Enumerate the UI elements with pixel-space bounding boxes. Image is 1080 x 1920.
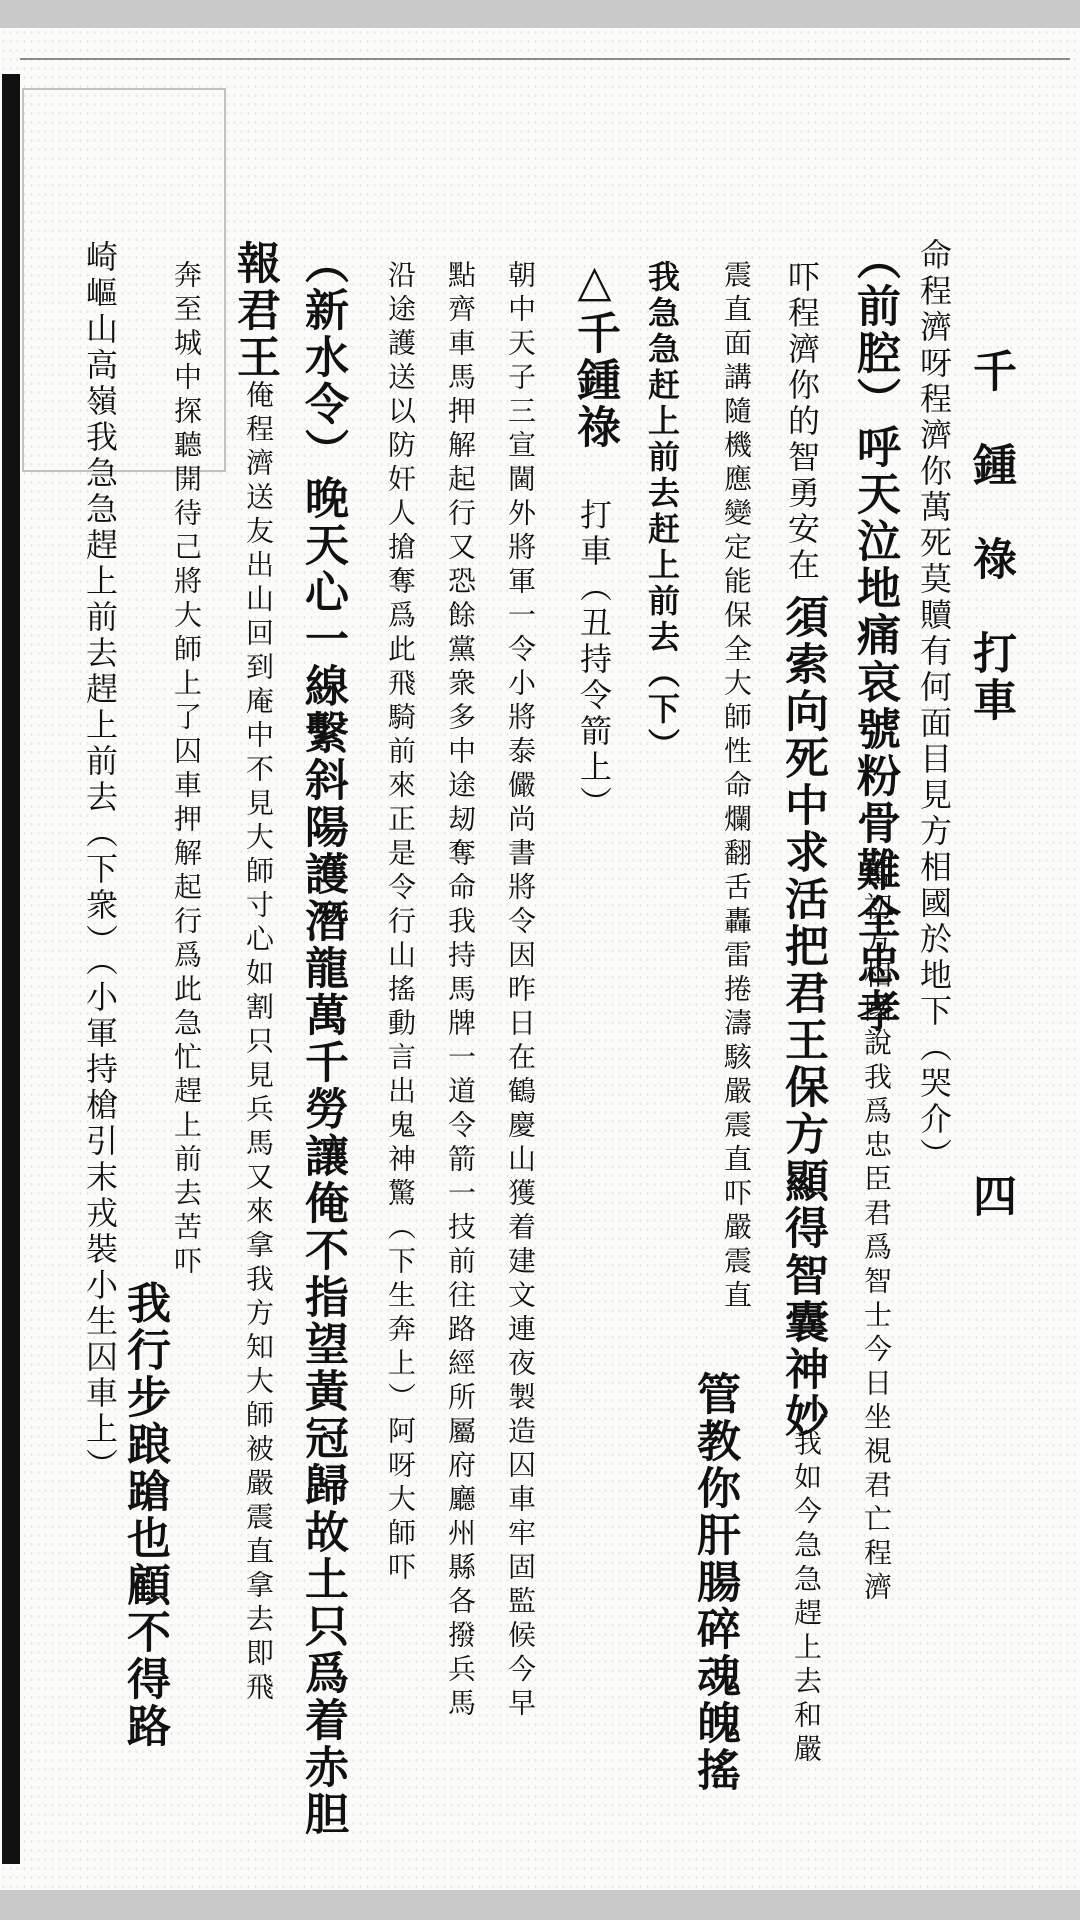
text-column-12-lyric: 我行步踉蹌也顧不得路 xyxy=(119,1280,170,1750)
text-column-5: 我急急赶上前去赶上前去（下） xyxy=(643,260,681,764)
text-column-7: 朝中天子三宣閫外將軍一令小將泰儼尚書將令因昨日在鶴慶山獲着建文連夜製造囚車牢固監候今早 xyxy=(504,260,537,1722)
page-spine-shadow xyxy=(2,74,20,1864)
text-column-3-lyric: 須索向死中求活把君王保方顯得智囊神妙 xyxy=(777,594,828,1440)
text-column-3-speech-end: 我如今急急趕上去和嚴 xyxy=(790,1428,823,1768)
text-column-11-speech: 俺程濟送友出山回到庵中不見大師寸心如割只見兵馬又來拿我方知大師被嚴震直拿去即飛 xyxy=(242,380,275,1706)
text-column-13: 崎嶇山高嶺我急急趕上前去趕上前去（下衆）（小軍持槍引末戎裝小生囚車上） xyxy=(81,240,119,1484)
running-header: 千 鍾 祿 打車 xyxy=(965,348,1016,724)
top-margin-bar xyxy=(0,0,1080,28)
top-rule xyxy=(20,58,1070,60)
page-number: 四 xyxy=(965,1173,1016,1220)
text-column-9: 沿途護送以防奸人搶奪爲此飛騎前來正是令行山搖動言出鬼神驚（下生奔上）阿呀大師吓 xyxy=(384,260,417,1586)
scanned-page xyxy=(0,28,1080,1890)
text-column-12-speech: 奔至城中探聽開待己將大師上了囚車押解起行爲此急忙趕上前去苦吓 xyxy=(170,260,203,1280)
text-column-8: 點齊車馬押解起行又恐餘黨衆多中途刼奪命我持馬牌一道令箭一技前往路經所屬府廳州縣各撥兵馬 xyxy=(444,260,477,1722)
section-stage-direction: 打車（丑持令箭上） xyxy=(575,498,613,822)
text-column-2-lyric: （前腔）呼天泣地痛哀號粉骨難全忠孝 xyxy=(849,236,900,1035)
text-column-4-lyric: 管教你肝腸碎魂魄搖 xyxy=(689,1371,740,1794)
text-column-2-speech: 當初方相國說我爲忠臣君爲智士今日坐視君亡程濟 xyxy=(860,858,893,1606)
text-column-4-speech: 震直面講隨機應變定能保全大師性命爛翻舌轟雷捲濤駭嚴震直吓嚴震直 xyxy=(720,260,753,1314)
text-column-10-lyric: （新水令）晚天心一線繫斜陽護潛龍萬千勞讓俺不指望黃冠歸故土只爲着赤胆 xyxy=(297,240,348,1838)
bottom-margin-bar xyxy=(0,1890,1080,1920)
section-heading: △千鍾祿 xyxy=(569,256,620,451)
text-column-3-speech: 吓程濟你的智勇安在 xyxy=(783,260,821,584)
text-column-11-lyric: 報君王 xyxy=(229,240,280,381)
text-column-1: 命程濟呀程濟你萬死莫贖有何面目見方相國於地下（哭介） xyxy=(915,238,953,1174)
